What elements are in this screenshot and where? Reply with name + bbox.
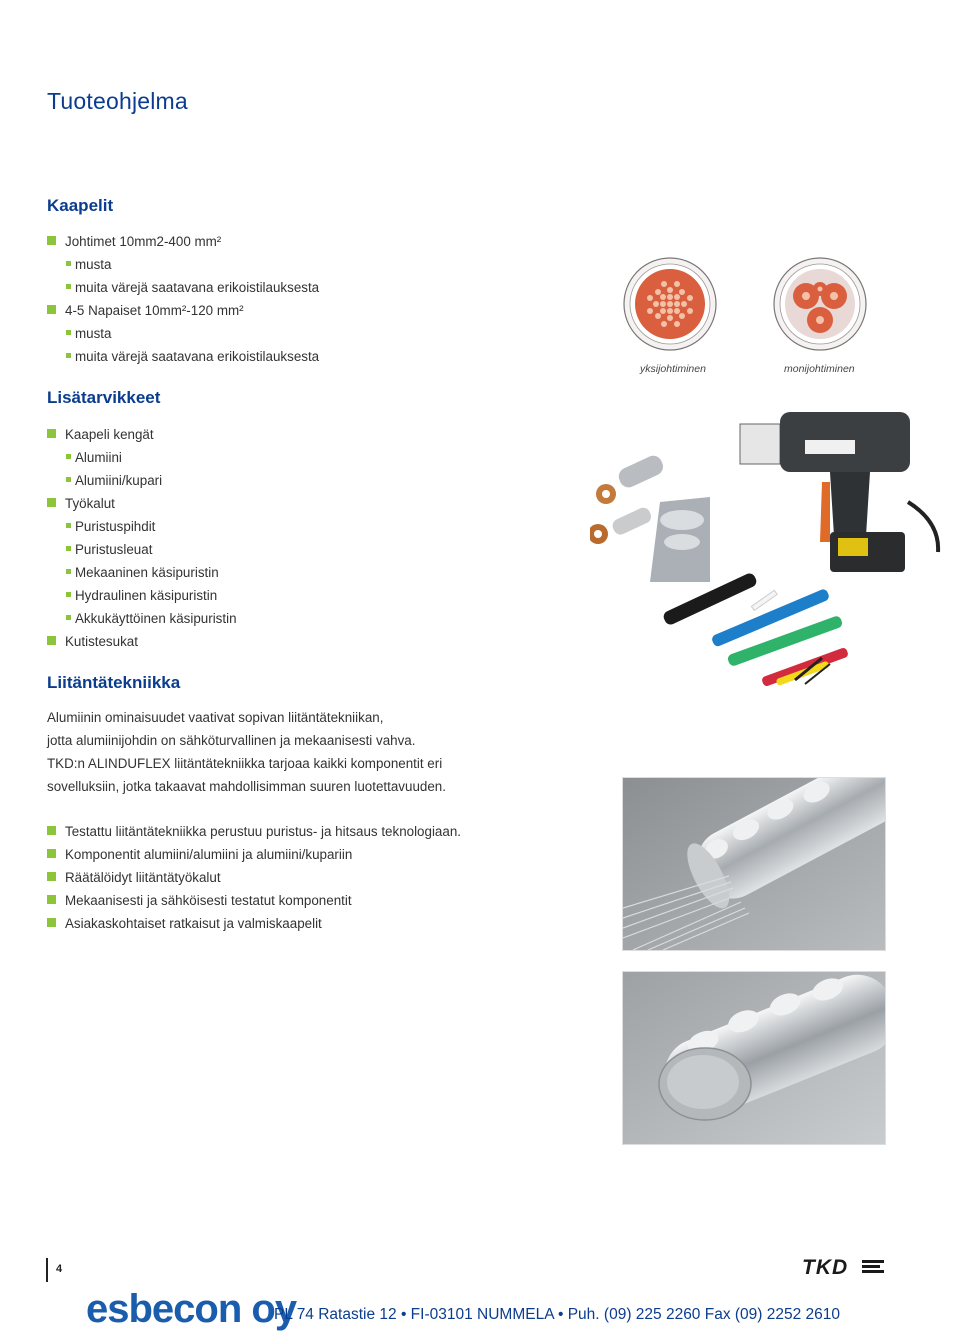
lisatarvikkeet-list	[47, 423, 567, 653]
accessories-photo	[590, 402, 952, 718]
list-item: Mekaanisesti ja sähköisesti testatut komponentit	[47, 889, 587, 912]
tkd-logo: TKD	[802, 1256, 849, 1279]
paragraph-line: Alumiinin ominaisuudet vaativat sopivan liitäntätekniikan,	[47, 710, 384, 725]
bullet-square-icon	[47, 429, 56, 438]
list-item: Testattu liitäntätekniikka perustuu puristus- ja hitsaus teknologiaan.	[47, 820, 587, 843]
list-item: Hydraulinen käsipuristin	[47, 584, 567, 607]
bullet-square-icon	[47, 236, 56, 245]
page-title: Tuoteohjelma	[47, 88, 188, 114]
bullet-small-icon	[66, 477, 71, 482]
crimped-connector-end-photo	[622, 971, 886, 1145]
section-title-lisatarvikkeet: Lisätarvikkeet	[47, 388, 161, 407]
caption-multi-core: monijohtiminen	[784, 363, 855, 375]
bullet-small-icon	[66, 284, 71, 289]
list-item: Johtimet 10mm2-400 mm²	[47, 230, 567, 253]
list-item: Alumiini	[47, 446, 567, 469]
list-item: Työkalut	[47, 492, 567, 515]
bullet-small-icon	[66, 523, 71, 528]
liitantatekniikka-list	[47, 820, 587, 935]
bullet-small-icon	[66, 592, 71, 597]
intro-paragraph	[47, 706, 587, 798]
single-core-cable-image	[622, 256, 718, 352]
list-item: muita värejä saatavana erikoistilauksesta	[47, 276, 567, 299]
bullet-small-icon	[66, 330, 71, 335]
list-item: Puristusleuat	[47, 538, 567, 561]
list-item: Mekaaninen käsipuristin	[47, 561, 567, 584]
list-item: Kaapeli kengät	[47, 423, 567, 446]
bullet-square-icon	[47, 895, 56, 904]
bullet-square-icon	[47, 849, 56, 858]
bullet-small-icon	[66, 261, 71, 266]
paragraph-line: jotta alumiinijohdin on sähköturvallinen ja mekaanisesti vahva.	[47, 733, 416, 748]
paragraph-line: TKD:n ALINDUFLEX liitäntätekniikka tarjoaa kaikki komponentit eri	[47, 756, 443, 771]
bullet-square-icon	[47, 872, 56, 881]
list-item: Akkukäyttöinen käsipuristin	[47, 607, 567, 630]
caption-single-core: yksijohtiminen	[640, 363, 706, 375]
section-title-kaapelit: Kaapelit	[47, 196, 114, 215]
page-number: 4	[56, 1263, 63, 1275]
list-item: musta	[47, 322, 567, 345]
list-item: Alumiini/kupari	[47, 469, 567, 492]
footer-address: PL 74 Ratastie 12 • FI-03101 NUMMELA • Puh. (09) 225 2260 Fax (09) 2252 2610	[274, 1306, 841, 1323]
crimped-conductor-photo	[622, 777, 886, 951]
list-item: Puristuspihdit	[47, 515, 567, 538]
paragraph-line: sovelluksiin, jotka takaavat mahdollisimman suuren luotettavuuden.	[47, 779, 446, 794]
bullet-small-icon	[66, 569, 71, 574]
list-item: Räätälöidyt liitäntätyökalut	[47, 866, 587, 889]
bullet-square-icon	[47, 636, 56, 645]
list-item: Kutistesukat	[47, 630, 567, 653]
bullet-square-icon	[47, 826, 56, 835]
list-item: musta	[47, 253, 567, 276]
list-item: muita värejä saatavana erikoistilauksesta	[47, 345, 567, 368]
section-title-liitantatekniikka: Liitäntätekniikka	[47, 673, 181, 692]
bullet-small-icon	[66, 353, 71, 358]
bullet-square-icon	[47, 918, 56, 927]
list-item: 4-5 Napaiset 10mm²-120 mm²	[47, 299, 567, 322]
footer-divider	[46, 1258, 48, 1282]
bullet-small-icon	[66, 546, 71, 551]
list-item: Asiakaskohtaiset ratkaisut ja valmiskaapelit	[47, 912, 587, 935]
bullet-small-icon	[66, 454, 71, 459]
tkd-logo-stripes-icon	[862, 1259, 886, 1275]
list-item: Komponentit alumiini/alumiini ja alumiini/kupariin	[47, 843, 587, 866]
bullet-square-icon	[47, 498, 56, 507]
kaapelit-list	[47, 230, 567, 368]
multi-core-cable-image	[772, 256, 868, 352]
bullet-small-icon	[66, 615, 71, 620]
bullet-square-icon	[47, 305, 56, 314]
esbecon-logo: esbecon oy	[86, 1287, 297, 1331]
